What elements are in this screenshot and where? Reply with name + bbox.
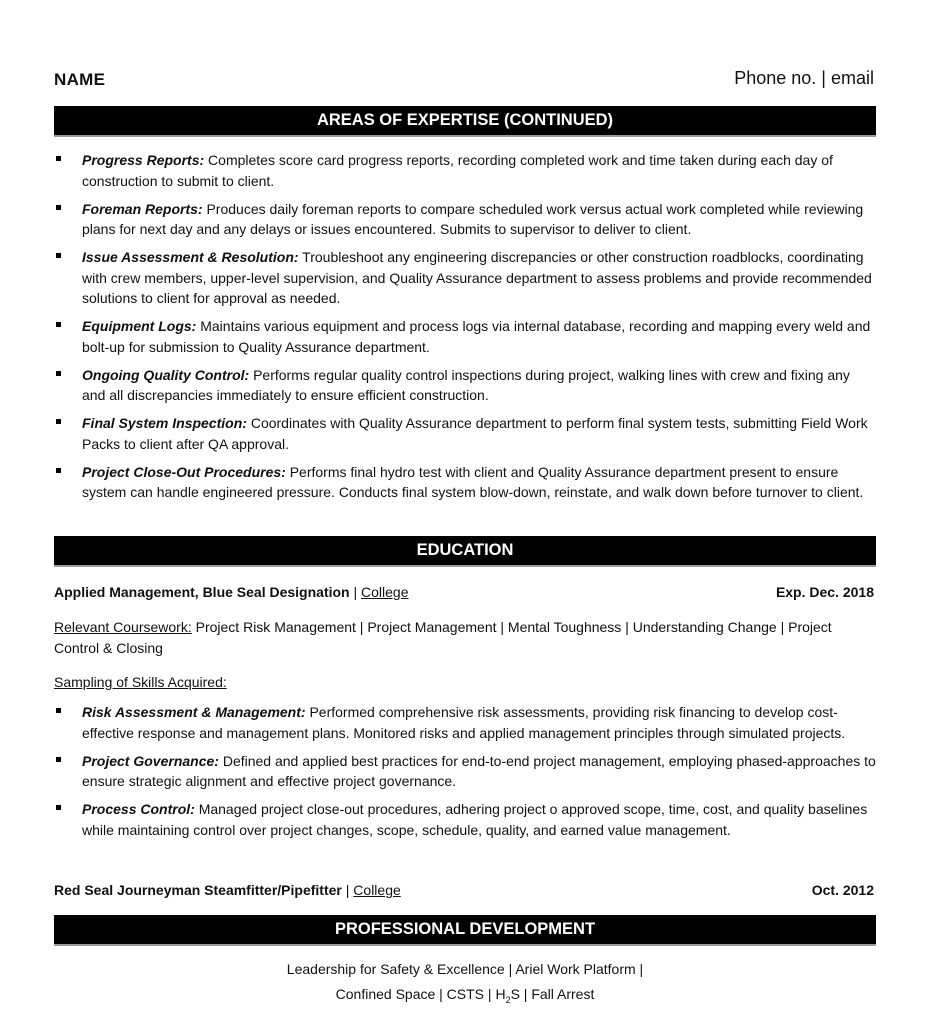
list-item: Final System Inspection: Coordinates with Quality Assurance department to perform final system tests, submitting Field Work Packs to client after QA approval. <box>54 413 876 454</box>
development-line-2: Confined Space | CSTS | $H_2S$ | Fall Arrest <box>335 986 595 1005</box>
degree-row: Applied Management, Blue Seal Designation | College Exp. Dec. 2018 <box>54 582 876 603</box>
skills-heading: Sampling of Skills Acquired: <box>54 674 227 690</box>
list-item: Progress Reports: Completes score card progress reports, recording completed work and time taken during each day of construction to submit to client. <box>54 150 876 191</box>
degree-row: Red Seal Journeyman Steamfitter/Pipefitter | College Oct. 2012 <box>54 880 876 901</box>
section-header-expertise: AREAS OF EXPERTISE (CONTINUED) <box>54 106 876 137</box>
coursework <box>54 617 876 658</box>
expertise-list <box>54 150 876 510</box>
list-item: Ongoing Quality Control: Performs regular quality control inspections during project, walking lines with crew and fixing any and all discrepancies immediately to ensure efficient construction. <box>54 365 876 406</box>
school-name: College <box>353 882 401 898</box>
candidate-name: NAME <box>54 70 106 89</box>
coursework-label: Relevant Coursework: <box>54 619 192 635</box>
contact-info <box>734 68 874 89</box>
degree-date: Exp. Dec. 2018 <box>775 584 874 600</box>
degree-date: Oct. 2012 <box>811 882 874 898</box>
school-name: College <box>361 584 409 600</box>
list-item: Process Control: Managed project close-out procedures, adhering project o approved scope, time, cost, and quality baselines while maintaining control over project changes, scope, schedule, quality, and earned value management. <box>54 799 876 840</box>
list-item: Equipment Logs: Maintains various equipment and process logs via internal database, recording and mapping every weld and bolt-up for submission to Quality Assurance department. <box>54 316 876 357</box>
list-item: Risk Assessment & Management: Performed comprehensive risk assessments, providing risk financing to develop cost-effective response and management plans. Monitored risks and applied management principles through simulated projects. <box>54 702 876 743</box>
degree-title: Red Seal Journeyman Steamfitter/Pipefitter <box>54 882 342 898</box>
development-line-1: Leadership for Safety & Excellence | Ariel Work Platform | <box>286 961 644 977</box>
coursework-text: Project Risk Management | Project Management | Mental Toughness | Understanding Change | Project Control & Closing <box>54 619 832 656</box>
list-item: Foreman Reports: Produces daily foreman reports to compare scheduled work versus actual work completed while reviewing plans for next day and any delays or issues encountered. Submits to supervisor to deliver to client. <box>54 199 876 240</box>
list-item: Project Close-Out Procedures: Performs final hydro test with client and Quality Assurance department present to ensure system can handle engineered pressure. Conducts final system blow-down, reinstate, and walk down before turnover to client. <box>54 462 876 503</box>
email-address: email <box>830 68 874 88</box>
list-item: Project Governance: Defined and applied best practices for end-to-end project management, employing phased-approaches to ensure strategic alignment and effective project governance. <box>54 751 876 792</box>
section-header-development: PROFESSIONAL DEVELOPMENT <box>54 915 876 946</box>
list-item: Issue Assessment & Resolution: Troubleshoot any engineering discrepancies or other construction roadblocks, coordinating with crew members, upper-level supervision, and Quality Assurance department to assess problems and provide recommended solutions to client for approval as needed. <box>54 247 876 309</box>
section-header-education: EDUCATION <box>54 536 876 567</box>
resume-header <box>54 68 876 94</box>
skills-list <box>54 702 876 848</box>
contact-separator: | <box>816 68 831 88</box>
phone-number: Phone no. <box>734 68 817 88</box>
degree-title: Applied Management, Blue Seal Designation <box>54 584 350 600</box>
development-list <box>54 957 876 1013</box>
